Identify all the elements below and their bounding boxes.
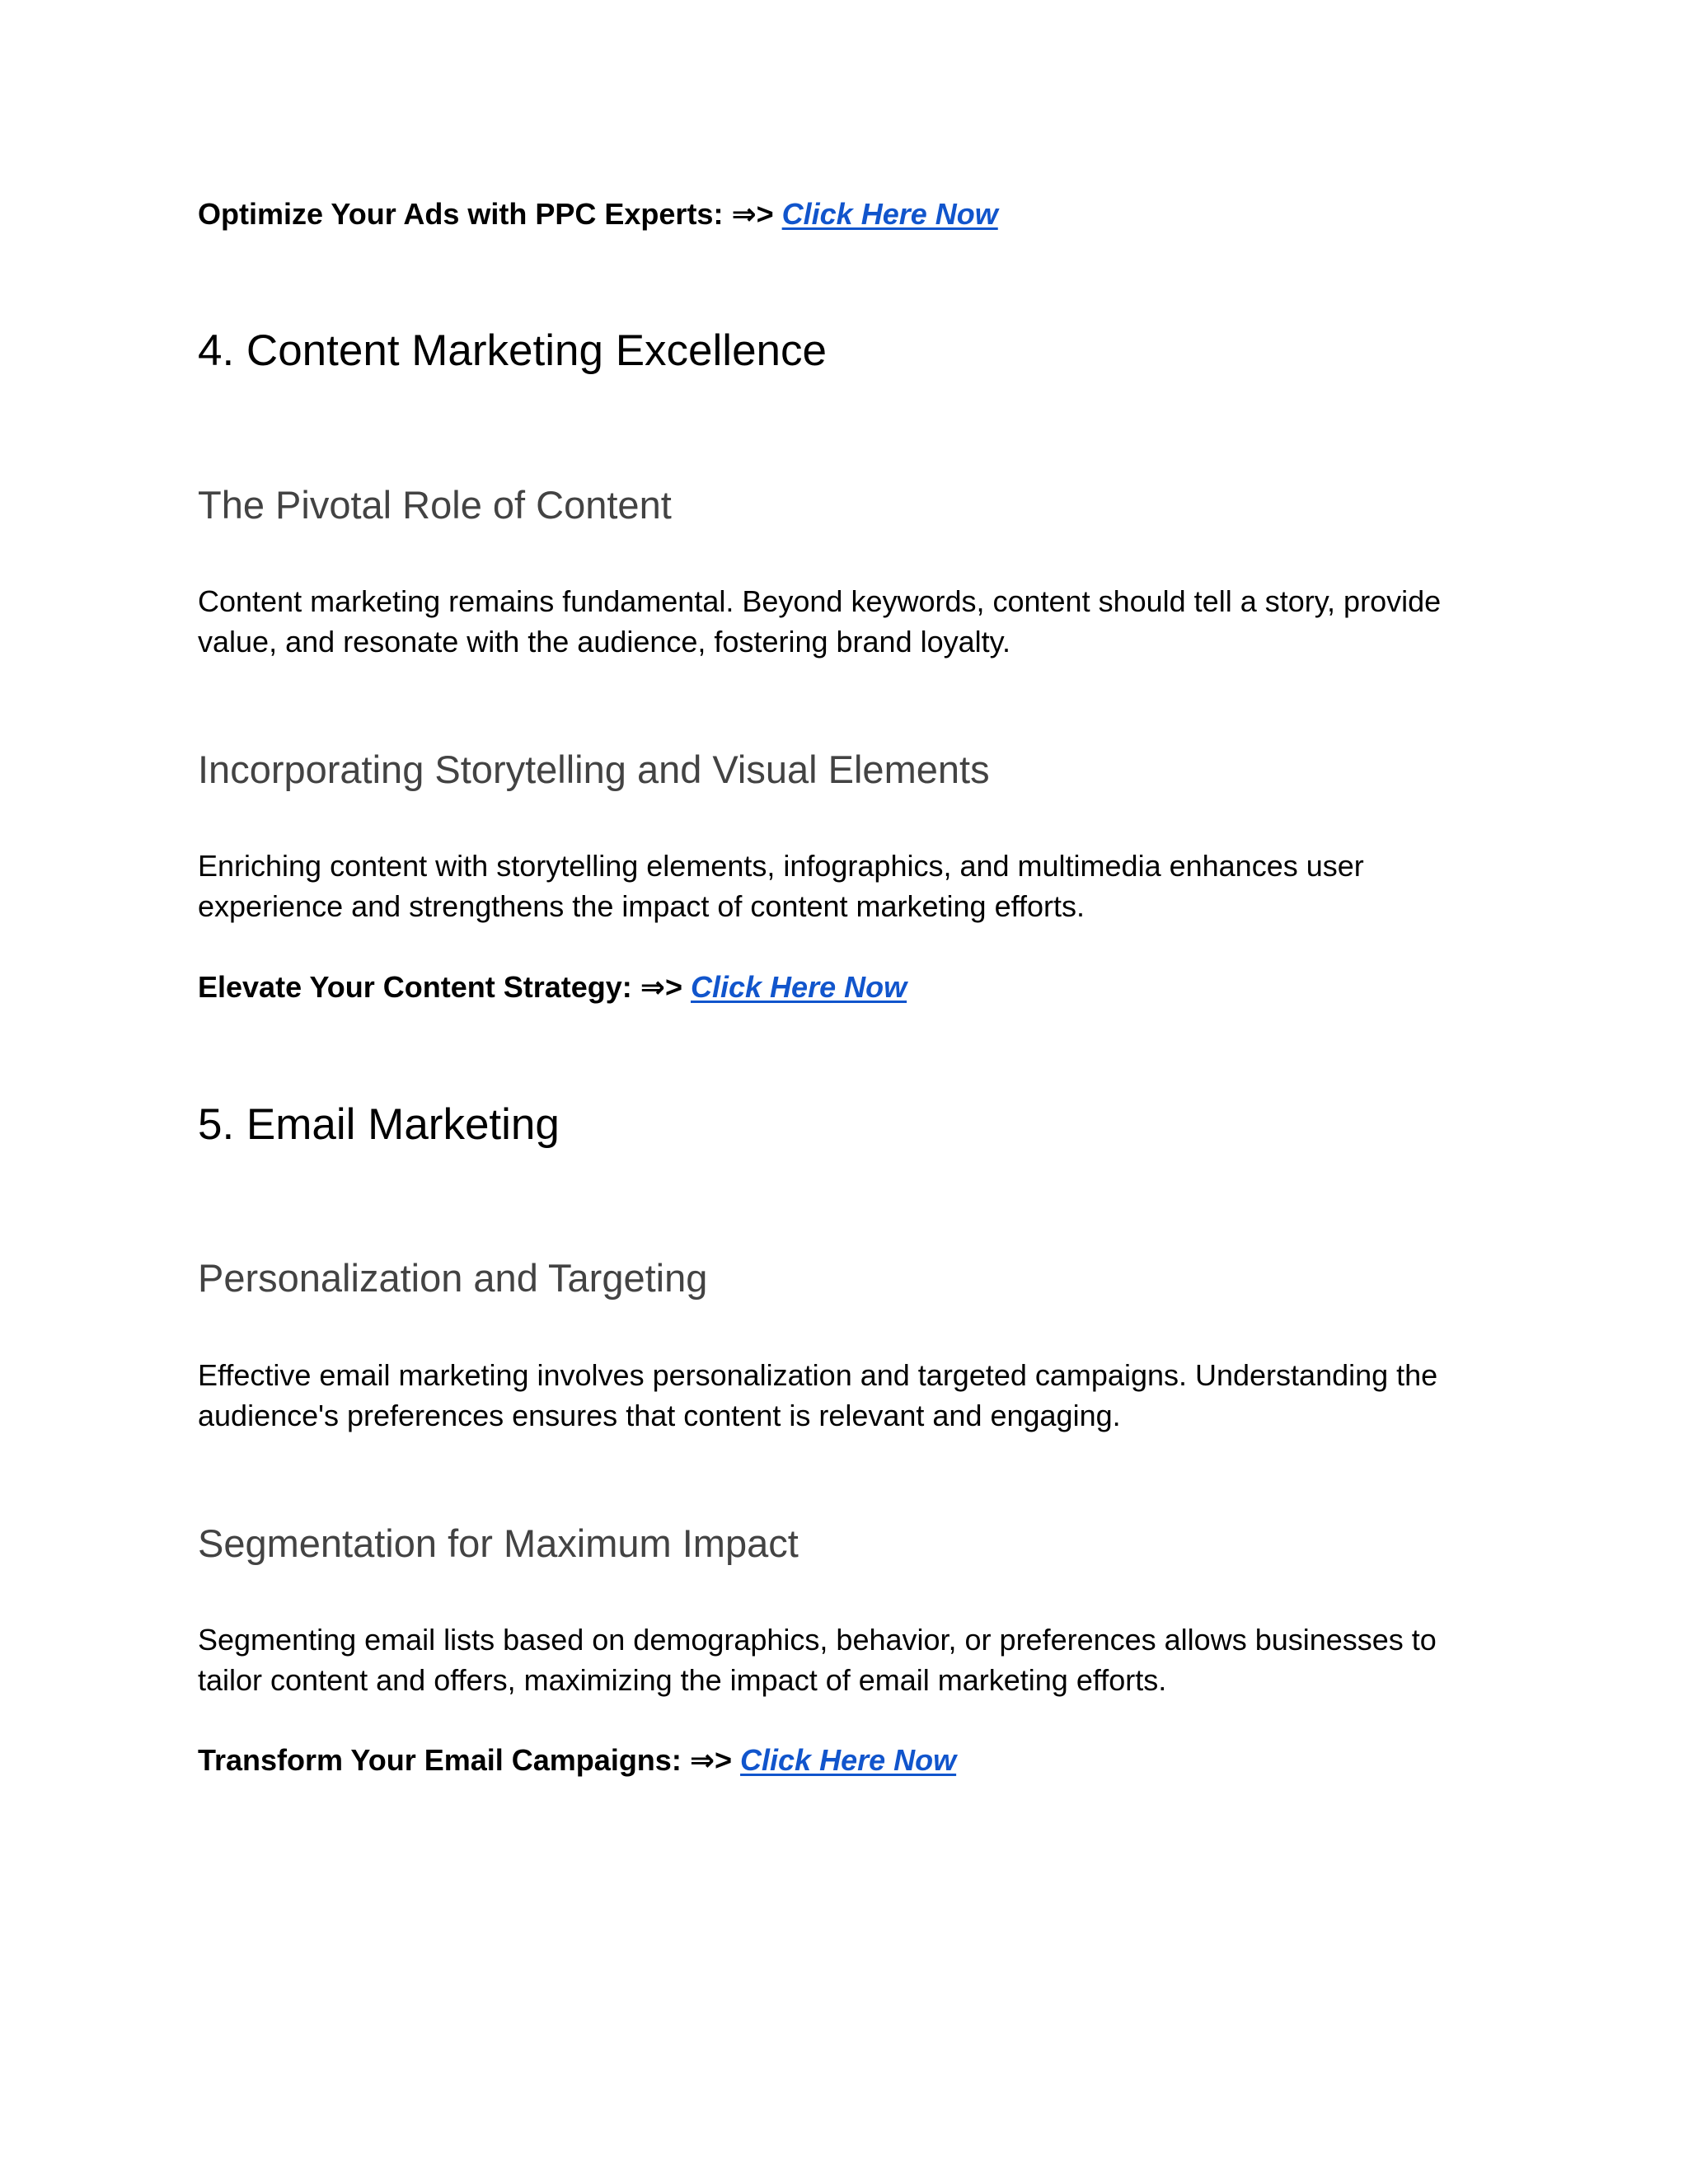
section5-sub2-body: Segmenting email lists based on demographics, behavior, or preferences allows businesses to tailor content and offers, maximizing the impact of email marketing efforts.: [198, 1623, 1437, 1697]
section4-sub2-body: Enriching content with storytelling elements, infographics, and multimedia enhances user experience and strengthens the impact of content marketing efforts.: [198, 849, 1364, 923]
cta-content: [198, 968, 1500, 1007]
cta-email-text: Transform Your Email Campaigns:: [198, 1743, 682, 1777]
cta-email-link[interactable]: Click Here Now: [740, 1743, 957, 1777]
section5-heading: 5. Email Marketing: [198, 1100, 560, 1149]
section4-sub2-heading: Incorporating Storytelling and Visual Elements: [198, 748, 990, 791]
section5-sub2-heading: Segmentation for Maximum Impact: [198, 1521, 799, 1565]
cta-content-link[interactable]: Click Here Now: [691, 970, 907, 1004]
section4-sub1-body: Content marketing remains fundamental. Beyond keywords, content should tell a story, provide value, and resonate with the audience, fostering brand loyalty.: [198, 584, 1442, 658]
section5-sub1-body: Effective email marketing involves personalization and targeted campaigns. Understanding the audience's preferences ensures that content is relevant and engaging.: [198, 1358, 1438, 1432]
section4-heading: 4. Content Marketing Excellence: [198, 326, 828, 375]
arrow-icon: ⇒>: [689, 1743, 733, 1777]
cta-content-text: Elevate Your Content Strategy:: [198, 970, 632, 1004]
section5-sub1-heading: Personalization and Targeting: [198, 1256, 708, 1300]
cta-ppc-link[interactable]: Click Here Now: [781, 197, 998, 231]
cta-email: [198, 1741, 1500, 1780]
cta-ppc: [198, 194, 1500, 234]
section4-sub1-heading: The Pivotal Role of Content: [198, 483, 672, 527]
arrow-icon: ⇒>: [731, 197, 774, 231]
cta-ppc-text: Optimize Your Ads with PPC Experts:: [198, 197, 724, 231]
arrow-icon: ⇒>: [640, 970, 682, 1004]
